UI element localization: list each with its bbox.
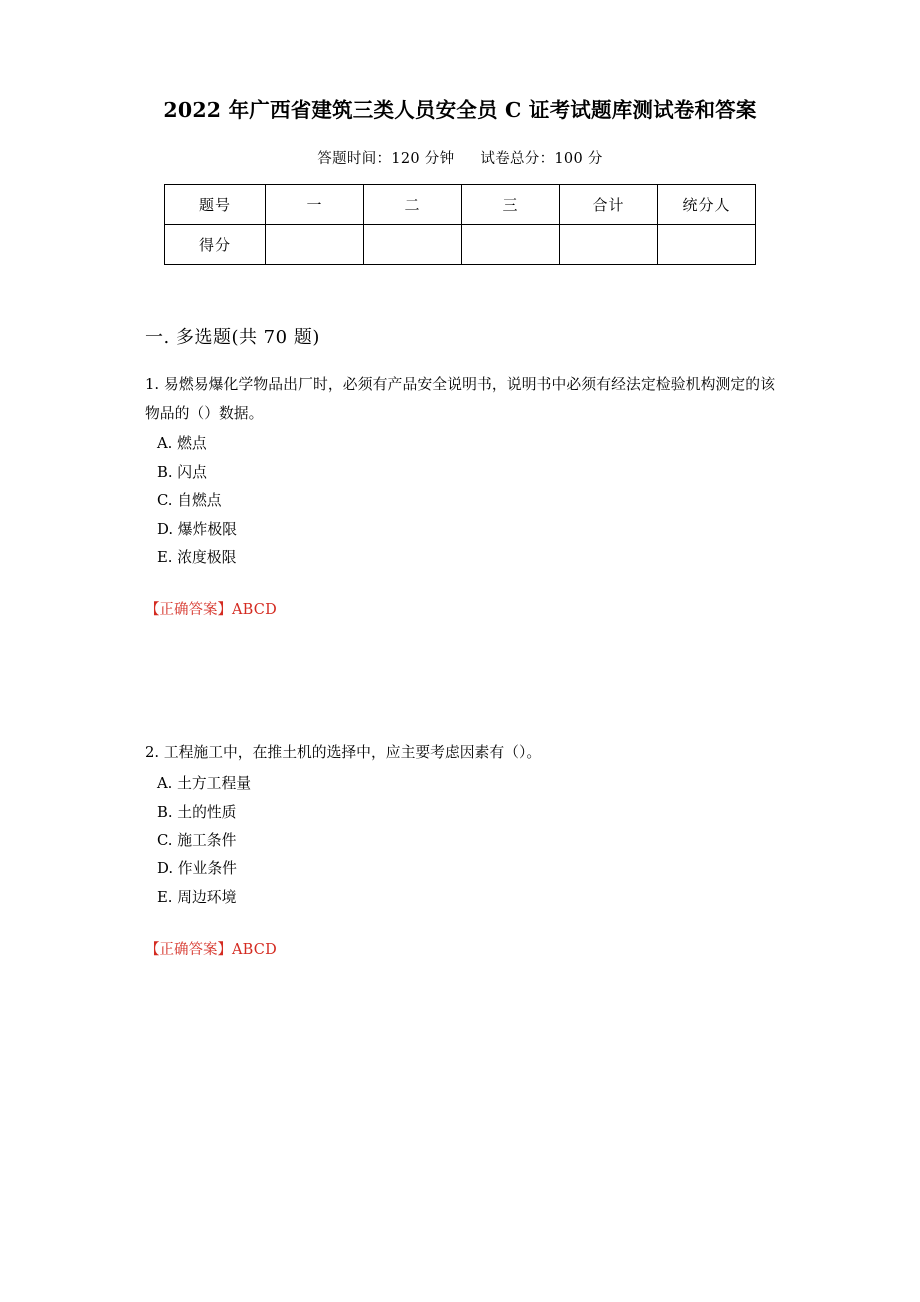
- score-table-cell: [266, 224, 364, 264]
- question-option: B. 土的性质: [157, 803, 237, 821]
- question-option: D. 爆炸极限: [157, 520, 237, 538]
- score-table-cell: [658, 224, 756, 264]
- score-table: [164, 184, 756, 265]
- table-row: [165, 184, 756, 224]
- answer-line: [145, 598, 775, 619]
- question-option: D. 作业条件: [157, 860, 237, 878]
- answer-value: ABCD: [232, 602, 277, 619]
- score-table-cell: 一: [266, 184, 364, 224]
- question-option: A. 土方工程量: [157, 775, 252, 793]
- question-option: E. 周边环境: [157, 888, 237, 906]
- exam-total-label: 试卷总分：100 分: [480, 150, 603, 167]
- exam-time-label: 答题时间：120 分钟: [317, 150, 455, 167]
- score-table-cell: [462, 224, 560, 264]
- question-2: [145, 739, 775, 959]
- answer-value: ABCD: [232, 942, 277, 959]
- score-table-cell: 统分人: [658, 184, 756, 224]
- question-stem: 2. 工程施工中，在推土机的选择中，应主要考虑因素有（）。: [145, 744, 542, 762]
- score-table-cell: 合计: [560, 184, 658, 224]
- question-option: A. 燃点: [157, 435, 207, 453]
- section-heading: 一. 多选题(共 70 题): [145, 326, 320, 348]
- score-table-cell: 二: [364, 184, 462, 224]
- question-option: E. 浓度极限: [157, 549, 237, 566]
- question-1: [145, 371, 775, 620]
- answer-line: [145, 938, 775, 959]
- score-table-cell: 三: [462, 184, 560, 224]
- score-table-row-header: 题号: [165, 184, 266, 224]
- answer-label: 【正确答案】: [145, 942, 232, 959]
- score-table-cell: [364, 224, 462, 264]
- question-stem: 1. 易燃易爆化学物品出厂时，必须有产品安全说明书，说明书中必须有经法定检验机构测定的该物品的（）数据。: [145, 375, 775, 422]
- question-option: C. 施工条件: [157, 832, 237, 850]
- answer-label: 【正确答案】: [145, 602, 232, 619]
- question-gap: [145, 619, 775, 739]
- score-table-cell: [560, 224, 658, 264]
- exam-meta: [145, 147, 775, 168]
- question-option: B. 闪点: [157, 463, 207, 481]
- table-row: [165, 224, 756, 264]
- score-table-row-header: 得分: [165, 224, 266, 264]
- page-title: 2022 年广西省建筑三类人员安全员 C 证考试题库测试卷和答案: [163, 98, 757, 122]
- question-option: C. 自燃点: [157, 492, 222, 510]
